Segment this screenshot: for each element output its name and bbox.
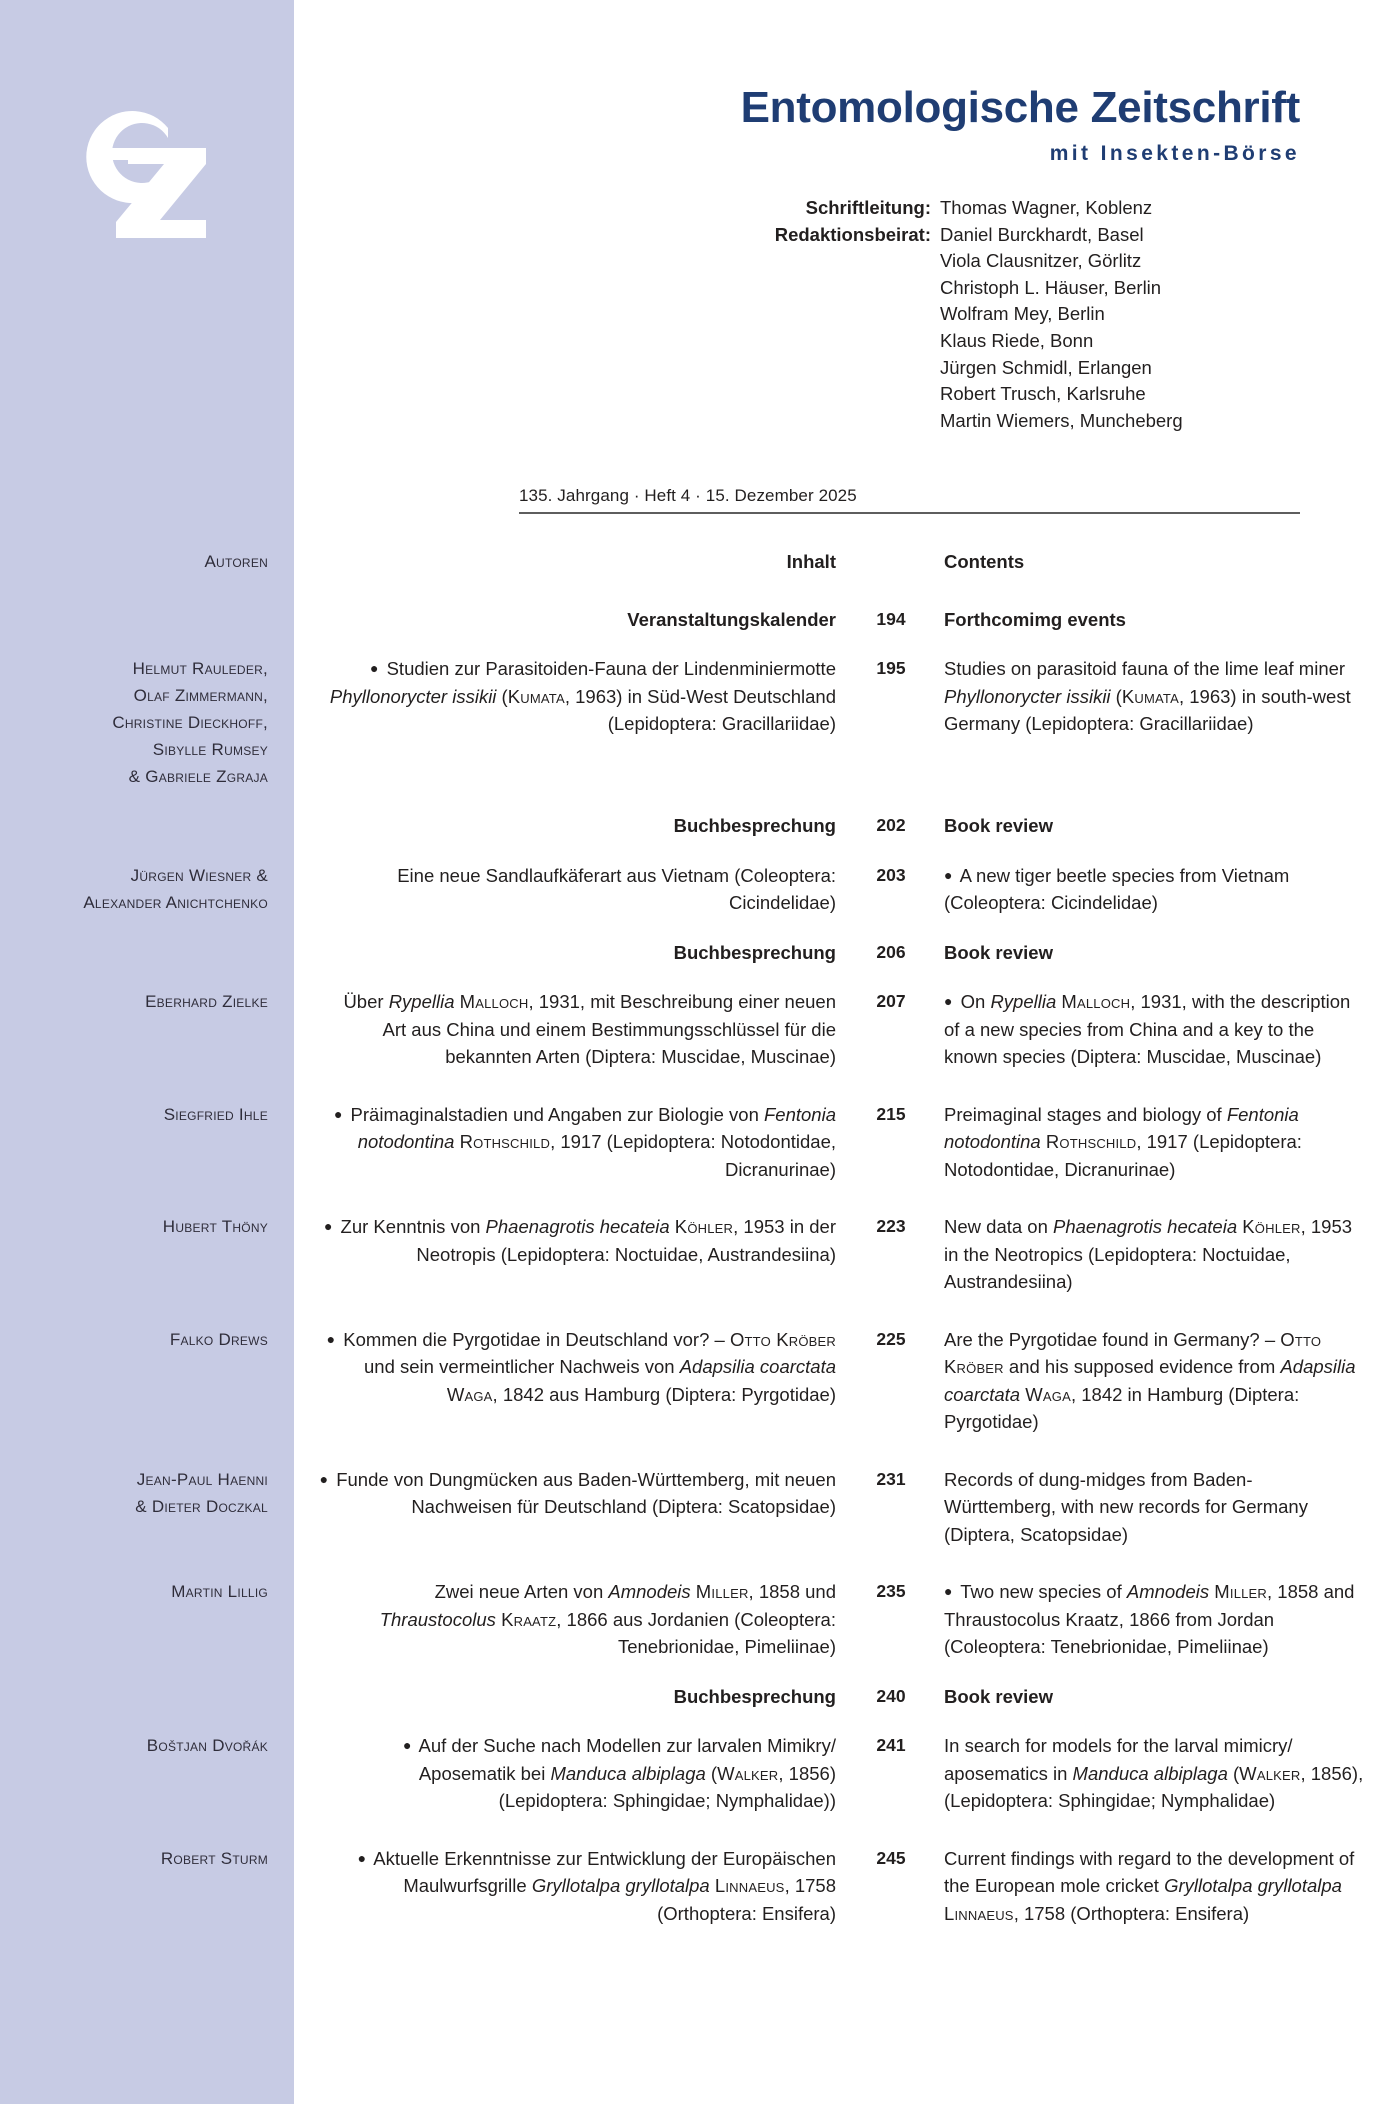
- editorial-row: [700, 408, 1304, 435]
- author-line: Siegfried Ihle: [163, 1104, 268, 1124]
- editorial-row: [700, 301, 1304, 328]
- entry-title-german: Buchbesprechung: [673, 941, 836, 963]
- book-review-row: [0, 1683, 1384, 1711]
- row-spacer: [0, 1296, 1384, 1326]
- contents-table: [0, 548, 1384, 1927]
- author-line: Sibylle Rumsey: [152, 740, 268, 759]
- editorial-person-name: Robert Trusch, Karlsruhe: [940, 383, 1146, 405]
- entry-page-number: 241: [876, 1735, 906, 1755]
- author-line: Jean-Paul Haenni: [136, 1469, 268, 1489]
- entry-authors: [0, 1213, 294, 1240]
- entry-title-english: New data on Phaenagrotis hecateia Köhler, 1953 in the Neotropics (Lepidoptera: Noctuidae, Austrandesiina): [944, 1216, 1353, 1292]
- book-review-row: [0, 939, 1384, 967]
- journal-title: Entomologische Zeitschrift: [740, 83, 1300, 132]
- entry-title-english: Book review: [944, 941, 1053, 963]
- entry-title-german: Zwei neue Arten von Amnodeis Miller, 1858 und Thraustocolus Kraatz, 1866 aus Jordanien (Coleoptera: Tenebrionidae, Pimeliinae): [379, 1581, 836, 1657]
- editorial-role-label: [700, 355, 940, 382]
- editorial-person-name: Wolfram Mey, Berlin: [940, 303, 1105, 325]
- entry-authors: [0, 862, 294, 916]
- row-spacer: [0, 1071, 1384, 1101]
- entry-page-number: 231: [876, 1468, 906, 1489]
- entry-authors: [0, 1326, 294, 1353]
- entry-authors: [0, 1101, 294, 1128]
- editorial-role-label: [700, 381, 940, 408]
- volume-issue-date: 135. Jahrgang · Heft 4 · 15. Dezember 2025: [519, 486, 857, 505]
- masthead-divider: [519, 512, 1300, 514]
- editorial-row: [700, 328, 1304, 355]
- author-line: Martin Lillig: [171, 1582, 268, 1601]
- editorial-role-label: Schriftleitung:: [805, 197, 931, 218]
- entry-title-english: Are the Pyrgotidae found in Germany? – Otto Kröber and his supposed evidence from Adapsilia coarctata Waga, 1842 in Hamburg (Diptera: Pyrgotidae): [944, 1328, 1356, 1432]
- entry-page-number: 245: [876, 1847, 906, 1868]
- entry-page-number: 223: [876, 1216, 906, 1236]
- row-spacer: [0, 966, 1384, 988]
- entry-title-english: Forthcomimg events: [944, 608, 1126, 630]
- author-line: Helmut Rauleder,: [132, 659, 268, 678]
- contents-entry-row: [0, 1466, 1384, 1549]
- editorial-person-name: Jürgen Schmidl, Erlangen: [940, 356, 1152, 378]
- editorial-person-name: Martin Wiemers, Muncheberg: [940, 409, 1183, 431]
- entry-title-german: ● Auf der Suche nach Modellen zur larvalen Mimikry/ Aposematik bei Manduca albiplaga (Walker, 1856) (Lepidoptera: Sphingidae; Nymphalidae)): [402, 1735, 836, 1811]
- column-header-english: Contents: [944, 551, 1025, 572]
- row-spacer: [0, 1661, 1384, 1683]
- book-review-row: [0, 812, 1384, 840]
- entry-title-german: Eine neue Sandlaufkäferart aus Vietnam (Coleoptera: Cicindelidae): [397, 864, 836, 913]
- entry-page-number: 207: [876, 991, 906, 1011]
- editorial-person-name: Daniel Burckhardt, Basel: [940, 223, 1144, 245]
- entry-authors: [0, 1466, 294, 1520]
- entry-page-number: 202: [876, 815, 906, 835]
- entry-page-number: 195: [876, 658, 906, 678]
- author-line: & Dieter Doczkal: [135, 1496, 268, 1516]
- entry-title-english: Current findings with regard to the development of the European mole cricket Gryllotalpa gryllotalpa Linnaeus, 1758 (Orthoptera: Ensifera): [944, 1847, 1355, 1924]
- entry-title-german: ● Zur Kenntnis von Phaenagrotis hecateia Köhler, 1953 in der Neotropis (Lepidoptera: Noctuidae, Austrandesiina): [323, 1216, 836, 1265]
- contents-entry-row: [0, 606, 1384, 634]
- row-spacer: [0, 917, 1384, 939]
- entry-page-number: 203: [876, 864, 906, 885]
- editorial-person-name: Christoph L. Häuser, Berlin: [940, 276, 1162, 298]
- entry-title-german: ● Aktuelle Erkenntnisse zur Entwicklung der Europäischen Maulwurfsgrille Gryllotalpa gryllotalpa Linnaeus, 1758 (Orthoptera: Ensifera): [357, 1847, 836, 1924]
- author-line: Hubert Thöny: [162, 1217, 268, 1236]
- editorial-row: [700, 222, 1304, 249]
- author-line: Falko Drews: [169, 1329, 268, 1349]
- author-line: Olaf Zimmermann,: [133, 686, 268, 705]
- ez-logo: [56, 68, 241, 268]
- editorial-role-label: [700, 248, 940, 275]
- author-line: Robert Sturm: [160, 1848, 268, 1868]
- editorial-role-label: [700, 408, 940, 435]
- entry-page-number: 240: [876, 1685, 906, 1706]
- contents-entry-row: [0, 1845, 1384, 1928]
- row-spacer: [0, 840, 1384, 862]
- entry-authors: [0, 1732, 294, 1759]
- contents-entry-row: [0, 1326, 1384, 1436]
- entry-title-english: Book review: [944, 1685, 1053, 1707]
- entry-title-english: ● Two new species of Amnodeis Miller, 1858 and Thraustocolus Kraatz, 1866 from Jordan (Coleoptera: Tenebrionidae, Pimeliinae): [944, 1581, 1355, 1657]
- entry-page-number: 194: [876, 608, 906, 629]
- editorial-row: [700, 248, 1304, 275]
- entry-title-english: ● A new tiger beetle species from Vietnam (Coleoptera: Cicindelidae): [944, 864, 1290, 913]
- entry-page-number: 225: [876, 1328, 906, 1349]
- contents-entry-row: [0, 988, 1384, 1071]
- entry-title-german: Über Rypellia Malloch, 1931, mit Beschreibung einer neuen Art aus China und einem Bestimmungsschlüssel für die bekannten Arten (Diptera: Muscidae, Muscinae): [343, 991, 836, 1067]
- entry-title-german: Buchbesprechung: [673, 1685, 836, 1707]
- contents-entry-row: [0, 1732, 1384, 1815]
- author-line: Jürgen Wiesner &: [130, 865, 268, 885]
- contents-entry-row: [0, 1578, 1384, 1661]
- editorial-row: [700, 275, 1304, 302]
- entry-page-number: 215: [876, 1103, 906, 1124]
- entry-title-english: Studies on parasitoid fauna of the lime leaf miner Phyllonorycter issikii (Kumata, 1963) in south-west Germany (Lepidoptera: Gracillariidae): [944, 658, 1351, 734]
- entry-title-english: Book review: [944, 815, 1053, 836]
- editorial-person-name: Klaus Riede, Bonn: [940, 329, 1094, 351]
- editorial-row: [700, 381, 1304, 408]
- entry-authors: [0, 655, 294, 790]
- author-line: Boštjan Dvořák: [146, 1736, 268, 1755]
- column-header-authors: Autoren: [204, 552, 268, 571]
- journal-subtitle: mit Insekten-Börse: [1049, 142, 1300, 165]
- contents-entry-row: [0, 1101, 1384, 1184]
- entry-title-german: ● Präimaginalstadien und Angaben zur Biologie von Fentonia notodontina Rothschild, 1917 (Lepidoptera: Notodontidae, Dicranurinae): [333, 1103, 836, 1180]
- entry-authors: [0, 1578, 294, 1605]
- editorial-row: [700, 355, 1304, 382]
- row-spacer: [0, 1183, 1384, 1213]
- row-spacer: [0, 1815, 1384, 1845]
- row-spacer: [0, 576, 1384, 606]
- entry-title-english: In search for models for the larval mimicry/ aposematics in Manduca albiplaga (Walker, 1856), (Lepidoptera: Sphingidae; Nymphalidae): [944, 1735, 1364, 1811]
- contents-entry-row: [0, 1213, 1384, 1296]
- editorial-role-label: [700, 275, 940, 302]
- entry-authors: [0, 1845, 294, 1872]
- editorial-person-name: Viola Clausnitzer, Görlitz: [940, 250, 1142, 272]
- entry-title-german: Buchbesprechung: [673, 815, 836, 836]
- contents-entry-row: [0, 862, 1384, 917]
- editorial-board: [700, 195, 1304, 434]
- row-spacer: [0, 1436, 1384, 1466]
- editorial-person-name: Thomas Wagner, Koblenz: [940, 197, 1153, 218]
- entry-title-german: ● Studien zur Parasitoiden-Fauna der Lindenminiermotte Phyllonorycter issikii (Kumata, 1963) in Süd-West Deutschland (Lepidoptera: Gracillariidae): [329, 658, 836, 734]
- entry-title-english: Records of dung-midges from Baden-Württemberg, with new records for Germany (Diptera, Scatopsidae): [944, 1468, 1308, 1545]
- entry-title-english: ● On Rypellia Malloch, 1931, with the description of a new species from China and a key to the known species (Diptera: Muscidae, Muscinae): [944, 991, 1351, 1067]
- entry-title-english: Preimaginal stages and biology of Fentonia notodontina Rothschild, 1917 (Lepidoptera: Notodontidae, Dicranurinae): [944, 1103, 1302, 1180]
- contents-header-row: [0, 548, 1384, 576]
- column-header-german: Inhalt: [786, 551, 836, 572]
- editorial-role-label: [700, 328, 940, 355]
- entry-authors: [0, 988, 294, 1015]
- entry-title-german: ● Funde von Dungmücken aus Baden-Württemberg, mit neuen Nachweisen für Deutschland (Diptera: Scatopsidae): [319, 1468, 836, 1517]
- contents-entry-row: [0, 655, 1384, 790]
- row-spacer: [0, 633, 1384, 655]
- entry-title-german: Veranstaltungskalender: [627, 608, 836, 630]
- entry-page-number: 235: [876, 1581, 906, 1601]
- author-line: Christine Dieckhoff,: [112, 713, 268, 732]
- author-line: Alexander Anichtchenko: [83, 892, 268, 912]
- editorial-role-label: [700, 301, 940, 328]
- row-spacer: [0, 790, 1384, 812]
- entry-page-number: 206: [876, 941, 906, 962]
- entry-title-german: ● Kommen die Pyrgotidae in Deutschland vor? – Otto Kröber und sein vermeintlicher Nachweis von Adapsilia coarctata Waga, 1842 aus Hamburg (Diptera: Pyrgotidae): [326, 1328, 836, 1405]
- row-spacer: [0, 1548, 1384, 1578]
- editorial-role-label: Redaktionsbeirat:: [774, 223, 931, 245]
- row-spacer: [0, 1710, 1384, 1732]
- author-line: & Gabriele Zgraja: [128, 767, 268, 786]
- editorial-row: [700, 195, 1304, 222]
- author-line: Eberhard Zielke: [145, 992, 268, 1011]
